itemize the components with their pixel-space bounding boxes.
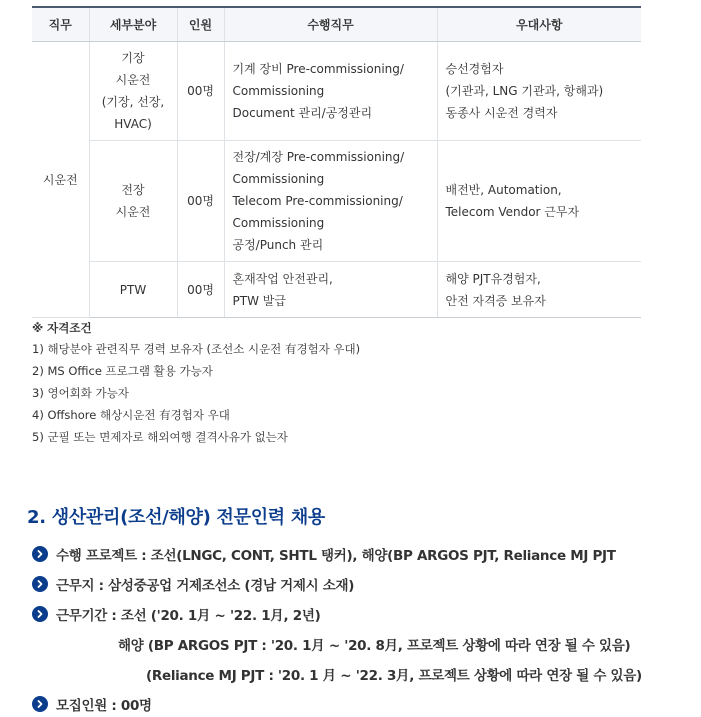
pref-line: 동종사 시운전 경력자 — [445, 106, 558, 120]
table-header-row — [32, 7, 641, 42]
header-preferences: 우대사항 — [437, 7, 641, 42]
duty-line: 혼재작업 안전관리, — [232, 271, 333, 286]
field-line: HVAC) — [114, 117, 152, 131]
field-cell — [89, 141, 177, 262]
field-line: 기장 — [121, 51, 145, 65]
table-row — [32, 262, 641, 318]
section-title: 2. 생산관리(조선/해양) 전문인력 채용 — [27, 507, 326, 528]
continuation-line: 해양 (BP ARGOS PJT : '20. 1月 ~ '20. 8月, 프로젝트 상황에 따라 연장 될 수 있음) — [118, 638, 631, 654]
field-line: PTW — [119, 282, 147, 297]
bullet-text: 근무기간 : 조선 ('20. 1月 ~ '22. 1月, 2년) — [56, 608, 321, 624]
pref-line: Telecom Vendor 근무자 — [445, 205, 580, 219]
qualifications-title: ※ 자격조건 — [32, 321, 92, 335]
job-table — [32, 6, 641, 318]
bullet-item — [32, 694, 152, 714]
duty-line: 전장/계장 Pre-commissioning/ — [232, 150, 405, 164]
pref-line: 해양 PJT유경험자, — [445, 271, 541, 286]
continuation-line: (Reliance MJ PJT : '20. 1 月 ~ '22. 3月, 프로젝트 상황에 따라 연장 될 수 있음) — [146, 668, 642, 684]
bullet-item — [32, 604, 320, 624]
field-cell — [89, 42, 177, 141]
duty-line: 공정/Punch 관리 — [232, 238, 324, 252]
duty-line: Commissioning — [232, 216, 325, 230]
chevron-circle-icon — [32, 546, 48, 562]
preferences-cell — [437, 42, 641, 141]
chevron-circle-icon — [32, 576, 48, 592]
qualification-item: 1) 해당분야 관련직무 경력 보유자 (조선소 시운전 有경험자 우대) — [32, 342, 361, 356]
table-row — [32, 42, 641, 141]
duty-line: Document 관리/공정관리 — [232, 106, 373, 120]
duty-line: 기계 장비 Pre-commissioning/ — [232, 62, 404, 76]
duty-line: Commissioning — [232, 84, 325, 98]
pref-line: 배전반, Automation, — [445, 183, 562, 197]
preferences-cell — [437, 262, 641, 318]
preferences-cell — [437, 141, 641, 262]
pref-line: 승선경험자 — [445, 62, 504, 76]
bullet-item — [32, 544, 616, 564]
header-duties: 수행직무 — [224, 7, 437, 42]
header-role: 직무 — [32, 7, 89, 42]
duty-line: Telecom Pre-commissioning/ — [232, 194, 403, 208]
headcount-cell: 00명 — [177, 262, 224, 318]
qualification-item: 2) MS Office 프로그램 활용 가능자 — [32, 364, 213, 378]
duties-cell — [224, 42, 437, 141]
duties-cell — [224, 141, 437, 262]
header-headcount: 인원 — [177, 7, 224, 42]
chevron-circle-icon — [32, 606, 48, 622]
pref-line: (기관과, LNG 기관과, 항해과) — [445, 84, 604, 98]
field-line: (기장, 선장, — [101, 95, 165, 109]
role-cell: 시운전 — [32, 42, 89, 318]
field-line: 시운전 — [115, 73, 151, 87]
bullet-item — [32, 574, 354, 594]
headcount-cell: 00명 — [177, 141, 224, 262]
qualification-item: 5) 군필 또는 면제자로 해외여행 결격사유가 없는자 — [32, 430, 288, 444]
table-row — [32, 141, 641, 262]
chevron-circle-icon — [32, 696, 48, 712]
bullet-text: 근무지 : 삼성중공업 거제조선소 (경남 거제시 소재) — [56, 578, 355, 594]
duties-cell — [224, 262, 437, 318]
bullet-text: 모집인원 : 00명 — [56, 698, 152, 714]
qualifications — [32, 318, 360, 448]
duty-line: PTW 발급 — [232, 293, 286, 308]
headcount-cell: 00명 — [177, 42, 224, 141]
pref-line: 안전 자격증 보유자 — [445, 293, 546, 308]
field-cell — [89, 262, 177, 318]
header-field: 세부분야 — [89, 7, 177, 42]
bullet-text: 수행 프로젝트 : 조선(LNGC, CONT, SHTL 탱커), 해양(BP ARGOS PJT, Reliance MJ PJT — [56, 548, 616, 564]
field-line: 전장 — [121, 183, 145, 197]
duty-line: Commissioning — [232, 172, 325, 186]
field-line: 시운전 — [115, 205, 151, 219]
qualification-item: 3) 영어회화 가능자 — [32, 386, 129, 400]
qualification-item: 4) Offshore 해상시운전 有경험자 우대 — [32, 408, 230, 422]
